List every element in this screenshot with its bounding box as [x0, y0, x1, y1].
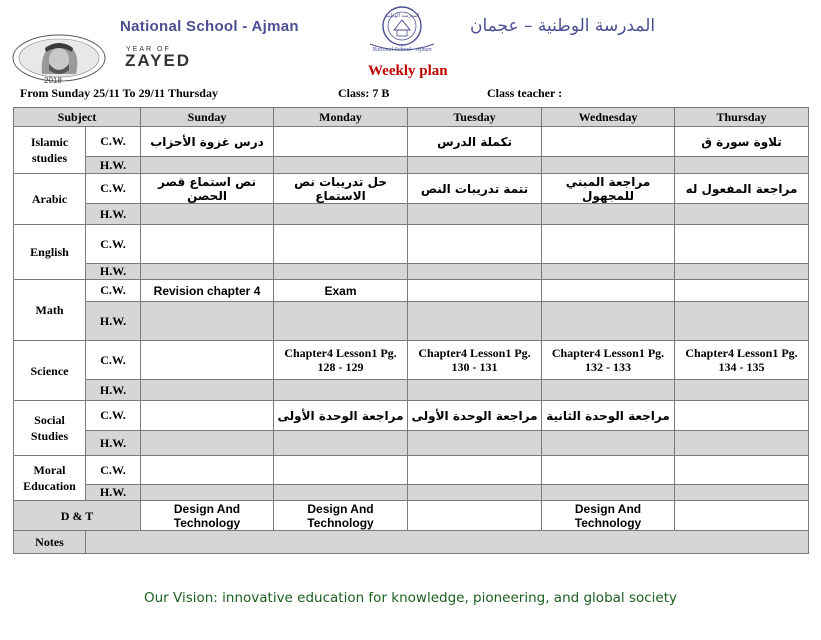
- vision-statement: Our Vision: innovative education for knowledge, pioneering, and global society: [143, 590, 678, 606]
- english-hw-wednesday: [542, 264, 675, 280]
- math-hw-wednesday: [542, 302, 675, 341]
- arabic-cw-thursday: مراجعة المفعول له: [675, 174, 809, 204]
- social-cw-tuesday: مراجعة الوحدة الأولى: [408, 401, 542, 431]
- arabic-cw-sunday: نص استماع قصر الحصن: [141, 174, 274, 204]
- school-logo-icon: [364, 4, 440, 54]
- english-cw-wednesday: [542, 225, 675, 264]
- dt-thursday: [675, 501, 809, 531]
- science-hw-wednesday: [542, 380, 675, 401]
- class-teacher-label: Class teacher :: [487, 86, 563, 100]
- social-cw-sunday: [141, 401, 274, 431]
- class-label: Class: 7 B: [338, 86, 390, 100]
- subject-science: Science: [14, 341, 86, 401]
- social-hw-thursday: [675, 431, 809, 456]
- arabic-hw-wednesday: [542, 204, 675, 225]
- header-monday: Monday: [274, 108, 408, 127]
- math-cw-monday: Exam: [274, 280, 408, 302]
- arabic-hw-tuesday: [408, 204, 542, 225]
- social-cw-wednesday: مراجعة الوحدة الثانية: [542, 401, 675, 431]
- islamic-cw-wednesday: [542, 127, 675, 157]
- arabic-hw-monday: [274, 204, 408, 225]
- table-row: [14, 157, 809, 174]
- subject-islamic: Islamic studies: [14, 127, 86, 174]
- notes-cell: [86, 531, 809, 554]
- islamic-cw-sunday: درس غزوة الأحزاب: [141, 127, 274, 157]
- table-row: [14, 341, 809, 380]
- header-sunday: Sunday: [141, 108, 274, 127]
- english-cw-tuesday: [408, 225, 542, 264]
- social-hw-wednesday: [542, 431, 675, 456]
- moral-hw-tuesday: [408, 485, 542, 501]
- moral-hw-wednesday: [542, 485, 675, 501]
- moral-hw-sunday: [141, 485, 274, 501]
- date-range: From Sunday 25/11 To 29/11 Thursday: [20, 86, 218, 100]
- english-hw-monday: [274, 264, 408, 280]
- table-row: [14, 174, 809, 204]
- cw-label: C.W.: [86, 456, 141, 485]
- islamic-hw-thursday: [675, 157, 809, 174]
- moral-hw-monday: [274, 485, 408, 501]
- hw-label: H.W.: [86, 204, 141, 225]
- english-cw-sunday: [141, 225, 274, 264]
- moral-cw-thursday: [675, 456, 809, 485]
- islamic-hw-sunday: [141, 157, 274, 174]
- islamic-cw-thursday: تلاوة سورة ق: [675, 127, 809, 157]
- dt-tuesday: [408, 501, 542, 531]
- logo-caption: National School - Ajman: [372, 47, 432, 53]
- page-title: Weekly plan: [368, 63, 448, 79]
- moral-cw-sunday: [141, 456, 274, 485]
- english-cw-thursday: [675, 225, 809, 264]
- arabic-cw-tuesday: تتمة تدريبات النص: [408, 174, 542, 204]
- notes-label: Notes: [14, 531, 86, 554]
- logo-arabic-text: المدرسة الوطنية: [384, 13, 420, 19]
- hw-label: H.W.: [86, 157, 141, 174]
- english-cw-monday: [274, 225, 408, 264]
- arabic-cw-monday: حل تدريبات نص الاستماع: [274, 174, 408, 204]
- table-row: [14, 401, 809, 431]
- social-hw-tuesday: [408, 431, 542, 456]
- subject-social-studies: Social Studies: [14, 401, 86, 456]
- social-cw-thursday: [675, 401, 809, 431]
- table-row: [14, 280, 809, 302]
- subject-math: Math: [14, 280, 86, 341]
- social-hw-monday: [274, 431, 408, 456]
- cw-label: C.W.: [86, 174, 141, 204]
- cw-label: C.W.: [86, 401, 141, 431]
- hw-label: H.W.: [86, 380, 141, 401]
- moral-hw-thursday: [675, 485, 809, 501]
- dt-sunday: Design And Technology: [141, 501, 274, 531]
- table-row: [14, 485, 809, 501]
- moral-cw-wednesday: [542, 456, 675, 485]
- subject-moral-education: Moral Education: [14, 456, 86, 501]
- science-hw-thursday: [675, 380, 809, 401]
- cw-label: C.W.: [86, 127, 141, 157]
- islamic-hw-monday: [274, 157, 408, 174]
- subject-design-technology: D & T: [14, 501, 141, 531]
- math-cw-tuesday: [408, 280, 542, 302]
- hw-label: H.W.: [86, 302, 141, 341]
- header-tuesday: Tuesday: [408, 108, 542, 127]
- hw-label: H.W.: [86, 431, 141, 456]
- math-hw-thursday: [675, 302, 809, 341]
- arabic-hw-sunday: [141, 204, 274, 225]
- social-cw-monday: مراجعة الوحدة الأولى: [274, 401, 408, 431]
- year-of-label: YEAR OF: [126, 46, 171, 53]
- math-hw-tuesday: [408, 302, 542, 341]
- school-name-arabic: المدرسة الوطنية – عجمان: [470, 16, 656, 36]
- dt-monday: Design And Technology: [274, 501, 408, 531]
- table-row: [14, 431, 809, 456]
- subject-arabic: Arabic: [14, 174, 86, 225]
- table-row: [14, 380, 809, 401]
- cw-label: C.W.: [86, 225, 141, 264]
- social-hw-sunday: [141, 431, 274, 456]
- islamic-hw-tuesday: [408, 157, 542, 174]
- hw-label: H.W.: [86, 485, 141, 501]
- islamic-cw-monday: [274, 127, 408, 157]
- moral-cw-tuesday: [408, 456, 542, 485]
- islamic-cw-tuesday: تكملة الدرس: [408, 127, 542, 157]
- science-hw-monday: [274, 380, 408, 401]
- hw-label: H.W.: [86, 264, 141, 280]
- english-hw-thursday: [675, 264, 809, 280]
- table-row: [14, 204, 809, 225]
- header-subject: Subject: [14, 108, 141, 127]
- math-hw-sunday: [141, 302, 274, 341]
- table-row: [14, 127, 809, 157]
- table-row: [14, 225, 809, 264]
- arabic-hw-thursday: [675, 204, 809, 225]
- islamic-hw-wednesday: [542, 157, 675, 174]
- math-hw-monday: [274, 302, 408, 341]
- table-row: [14, 531, 809, 554]
- science-cw-monday: Chapter4 Lesson1 Pg. 128 - 129: [274, 341, 408, 380]
- cw-label: C.W.: [86, 341, 141, 380]
- table-row: [14, 501, 809, 531]
- table-row: [14, 456, 809, 485]
- science-cw-sunday: [141, 341, 274, 380]
- english-hw-tuesday: [408, 264, 542, 280]
- english-hw-sunday: [141, 264, 274, 280]
- science-cw-thursday: Chapter4 Lesson1 Pg. 134 - 135: [675, 341, 809, 380]
- science-hw-sunday: [141, 380, 274, 401]
- zayed-portrait-icon: [12, 34, 106, 82]
- table-header-row: [14, 108, 809, 127]
- header-wednesday: Wednesday: [542, 108, 675, 127]
- table-row: [14, 302, 809, 341]
- math-cw-sunday: Revision chapter 4: [141, 280, 274, 302]
- weekly-plan-table: [13, 107, 809, 554]
- header-thursday: Thursday: [675, 108, 809, 127]
- arabic-cw-wednesday: مراجعة المبني للمجهول: [542, 174, 675, 204]
- science-hw-tuesday: [408, 380, 542, 401]
- dt-wednesday: Design And Technology: [542, 501, 675, 531]
- table-row: [14, 264, 809, 280]
- moral-cw-monday: [274, 456, 408, 485]
- subject-english: English: [14, 225, 86, 280]
- school-name-english: National School - Ajman: [120, 18, 299, 35]
- math-cw-thursday: [675, 280, 809, 302]
- science-cw-wednesday: Chapter4 Lesson1 Pg. 132 - 133: [542, 341, 675, 380]
- math-cw-wednesday: [542, 280, 675, 302]
- zayed-label: ZAYED: [125, 51, 192, 70]
- science-cw-tuesday: Chapter4 Lesson1 Pg. 130 - 131: [408, 341, 542, 380]
- cw-label: C.W.: [86, 280, 141, 302]
- year-label: 2018: [44, 76, 62, 85]
